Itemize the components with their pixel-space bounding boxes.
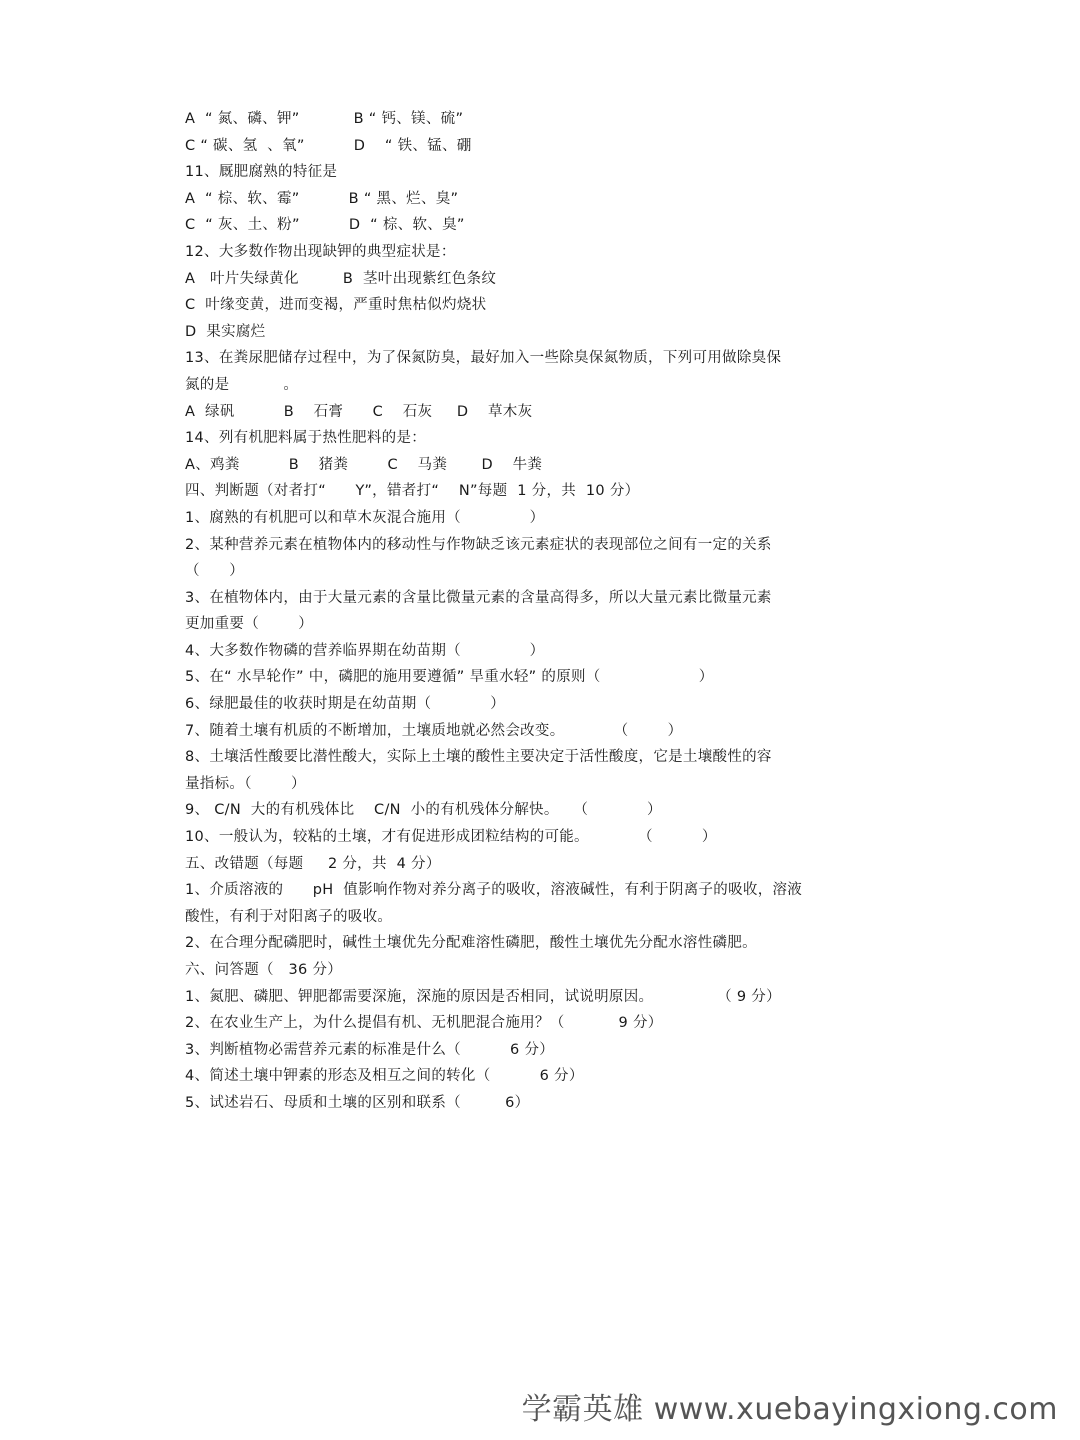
question-line: 12、大多数作物出现缺钾的典型症状是： (185, 243, 456, 260)
option-line: A 叶片失绿黄化 B 茎叶出现紫红色条纹 (185, 270, 497, 287)
question-line: 更加重要（ ） (185, 616, 314, 633)
question-line: 14、列有机肥料属于热性肥料的是： (185, 430, 427, 447)
question-line: 4、简述土壤中钾素的形态及相互之间的转化（ 6 分） (185, 1068, 584, 1085)
watermark: 学霸英雄 www.xuebayingxiong.com (521, 1392, 1058, 1427)
question-line: 量指标。（ ） (185, 775, 306, 792)
question-line: 1、腐熟的有机肥可以和草木灰混合施用（ ） (185, 509, 545, 526)
question-line: 3、在植物体内，由于大量元素的含量比微量元素的含量高得多，所以大量元素比微量元素 (185, 589, 772, 606)
document-body (185, 106, 845, 1117)
question-line: 2、某种营养元素在植物体内的移动性与作物缺乏该元素症状的表现部位之间有一定的关系 (185, 536, 772, 553)
question-line: 1、氮肥、磷肥、钾肥都需要深施，深施的原因是否相同，试说明原因。 （ 9 分） (185, 988, 781, 1005)
question-line: 7、随着土壤有机质的不断增加，土壤质地就必然会改变。 （ ） (185, 722, 683, 739)
question-line: 2、在合理分配磷肥时，碱性土壤优先分配难溶性磷肥，酸性土壤优先分配水溶性磷肥。 (185, 935, 757, 952)
question-line: 13、在粪尿肥储存过程中，为了保氮防臭，最好加入一些除臭保氮物质，下列可用做除臭保 (185, 350, 782, 367)
question-line: 8、土壤活性酸要比潜性酸大，实际上土壤的酸性主要决定于活性酸度，它是土壤酸性的容 (185, 749, 772, 766)
section-heading: 五、改错题（每题 2 分，共 4 分） (185, 855, 441, 872)
question-line: （ ） (185, 563, 245, 580)
section-heading: 四、判断题（对者打“ Y”，错者打“ N”每题 1 分，共 10 分） (185, 483, 640, 500)
option-line: D 果实腐烂 (185, 323, 266, 340)
option-line: A 绿矾 B 石膏 C 石灰 D 草木灰 (185, 403, 533, 420)
question-line: 3、判断植物必需营养元素的标准是什么（ 6 分） (185, 1041, 555, 1058)
question-line: 4、大多数作物磷的营养临界期在幼苗期（ ） (185, 642, 545, 659)
question-line: 11、厩肥腐熟的特征是 (185, 164, 338, 181)
question-line: 10、一般认为，较粘的土壤，才有促进形成团粒结构的可能。 （ ） (185, 829, 717, 846)
option-line: A “ 棕、软、霉” B “ 黑、烂、臭” (185, 190, 459, 207)
question-line: 9、 C/N 大的有机残体比 C/N 小的有机残体分解快。 （ ） (185, 802, 662, 819)
question-line: 氮的是 。 (185, 376, 299, 393)
question-line: 酸性，有利于对阳离子的吸收。 (185, 908, 393, 925)
question-line: 5、试述岩石、母质和土壤的区别和联系（ 6） (185, 1094, 530, 1111)
option-line: C “ 灰、土、粉” D “ 棕、软、臭” (185, 217, 465, 234)
question-line: 1、介质溶液的 pH 值影响作物对养分离子的吸收，溶液碱性，有利于阴离子的吸收，溶液 (185, 882, 803, 899)
question-line: 6、绿肥最佳的收获时期是在幼苗期（ ） (185, 696, 506, 713)
question-line: 5、在“ 水旱轮作” 中，磷肥的施用要遵循” 旱重水轻” 的原则（ ） (185, 669, 714, 686)
option-line: A、鸡粪 B 猪粪 C 马粪 D 牛粪 (185, 456, 543, 473)
question-line: 2、在农业生产上，为什么提倡有机、无机肥混合施用？（ 9 分） (185, 1015, 663, 1032)
option-line: A “ 氮、磷、钾” B “ 钙、镁、硫” (185, 111, 464, 127)
section-heading: 六、问答题（ 36 分） (185, 962, 343, 978)
option-line: C “ 碳、氢 、氧” D “ 铁、锰、硼 (185, 137, 472, 154)
option-line: C 叶缘变黄，进而变褐，严重时焦枯似灼烧状 (185, 297, 487, 314)
